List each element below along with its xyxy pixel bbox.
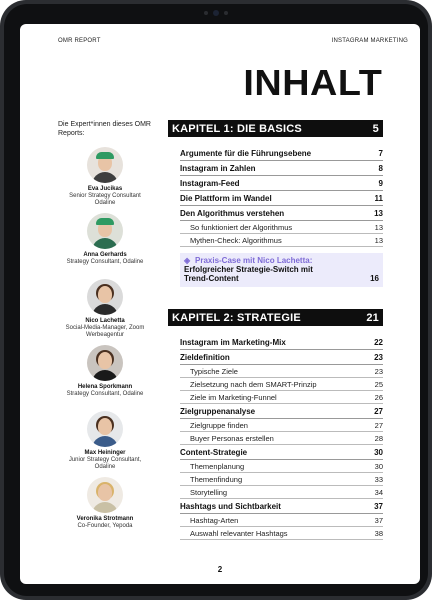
toc-entry[interactable] xyxy=(180,499,383,514)
toc-entry-page: 33 xyxy=(374,474,383,484)
avatar xyxy=(87,477,123,513)
expert-role: Senior Strategy Consultant Odaline xyxy=(69,193,141,206)
toc-entry-page: 26 xyxy=(374,392,383,402)
toc-entry-page: 23 xyxy=(374,352,383,362)
toc-entry-label: Zielgruppe finden xyxy=(190,420,248,430)
toc-entry-label: Zieldefinition xyxy=(180,352,230,362)
toc-entry-page: 37 xyxy=(374,501,383,511)
toc-entry-page: 30 xyxy=(374,447,383,457)
practice-case-line: Erfolgreicher Strategie-Switch mit xyxy=(184,265,313,274)
avatar xyxy=(87,345,123,381)
practice-case-title xyxy=(184,256,313,265)
camera-bar xyxy=(204,10,228,16)
expert-card xyxy=(58,345,152,411)
toc-entry[interactable] xyxy=(180,146,383,161)
toc-entry-label: Ziele im Marketing-Funnel xyxy=(190,392,277,402)
practice-case-line: Trend-Content xyxy=(184,274,239,283)
toc-entry[interactable] xyxy=(180,206,383,221)
expert-card xyxy=(58,477,152,543)
toc-entry-label: Instagram-Feed xyxy=(180,178,240,188)
expert-name: Helena Sporkmann xyxy=(77,384,133,390)
expert-name: Veronika Strotmann xyxy=(76,516,134,522)
toc-entry-page: 7 xyxy=(378,148,383,158)
toc-entry-label: Zielsetzung nach dem SMART-Prinzip xyxy=(190,379,317,389)
chapter-heading[interactable] xyxy=(168,309,383,326)
toc-entry[interactable] xyxy=(180,404,383,419)
toc-entry-label: Den Algorithmus verstehen xyxy=(180,208,285,218)
toc-entry-label: Themenplanung xyxy=(190,461,245,471)
toc-entry-page: 27 xyxy=(374,406,383,416)
experts-intro: Die Expert*innen dieses OMR Reports: xyxy=(58,121,151,137)
toc-subentry[interactable] xyxy=(180,486,383,499)
avatar xyxy=(87,279,123,315)
toc-entry-label: Auswahl relevanter Hashtags xyxy=(190,528,288,538)
toc-entry-page: 13 xyxy=(374,208,383,218)
practice-case[interactable] xyxy=(180,253,383,287)
chapter-entries xyxy=(168,146,383,247)
chapter-heading[interactable] xyxy=(168,120,383,137)
toc-entry-label: Die Plattform im Wandel xyxy=(180,193,272,203)
toc-subentry[interactable] xyxy=(180,365,383,378)
toc-entry-page: 13 xyxy=(374,222,383,232)
toc-entry-page: 25 xyxy=(374,379,383,389)
toc-entry-page: 34 xyxy=(374,487,383,497)
toc-subentry[interactable] xyxy=(180,473,383,486)
toc-entry-label: Themenfindung xyxy=(190,474,243,484)
toc-entry-label: Mythen-Check: Algorithmus xyxy=(190,235,282,245)
toc-subentry[interactable] xyxy=(180,514,383,527)
chapter-page: 21 xyxy=(366,311,379,324)
expert-name: Max Heininger xyxy=(84,450,126,456)
toc-subentry[interactable] xyxy=(180,419,383,432)
toc-entry-label: Instagram im Marketing-Mix xyxy=(180,337,286,347)
toc-subentry[interactable] xyxy=(180,378,383,391)
expert-role: Strategy Consultant, Odaline xyxy=(66,259,144,265)
toc-entry-label: Typische Ziele xyxy=(190,366,238,376)
practice-case-label: Praxis-Case mit Nico Lachetta: xyxy=(195,256,313,265)
avatar xyxy=(87,147,123,183)
toc-entry-page: 27 xyxy=(374,420,383,430)
toc-entry[interactable] xyxy=(180,335,383,350)
expert-card xyxy=(58,147,152,213)
expert-role: Social-Media-Manager, Zoom Werbeagentur xyxy=(65,325,145,338)
toc-entry[interactable] xyxy=(180,161,383,176)
toc-entry-page: 23 xyxy=(374,366,383,376)
toc-entry[interactable] xyxy=(180,350,383,365)
diamond-icon: ◈ xyxy=(184,255,191,265)
toc-entry-label: Instagram in Zahlen xyxy=(180,163,256,173)
chapter-title: KAPITEL 2: STRATEGIE xyxy=(172,311,301,324)
toc-subentry[interactable] xyxy=(180,234,383,247)
sensor-dot xyxy=(224,11,228,15)
expert-name: Nico Lachetta xyxy=(85,318,125,324)
practice-case-text xyxy=(184,256,313,283)
toc-subentry[interactable] xyxy=(180,460,383,473)
toc-entry-label: So funktioniert der Algorithmus xyxy=(190,222,293,232)
avatar xyxy=(87,213,123,249)
tablet-bezel xyxy=(4,4,428,596)
toc-entry-label: Zielgruppenanalyse xyxy=(180,406,256,416)
toc-entry[interactable] xyxy=(180,191,383,206)
page-number: 2 xyxy=(217,565,223,574)
toc-entry-label: Hashtags und Sichtbarkeit xyxy=(180,501,281,511)
expert-name: Anna Gerhards xyxy=(83,252,127,258)
toc-entry-label: Buyer Personas erstellen xyxy=(190,433,274,443)
toc-entry-page: 9 xyxy=(378,178,383,188)
sensor-dot xyxy=(204,11,208,15)
toc-entry-page: 28 xyxy=(374,433,383,443)
expert-card xyxy=(58,213,152,279)
toc-entry-page: 30 xyxy=(374,461,383,471)
toc-subentry[interactable] xyxy=(180,432,383,445)
toc-entry-page: 22 xyxy=(374,337,383,347)
toc-entry-page: 37 xyxy=(374,515,383,525)
toc-subentry[interactable] xyxy=(180,391,383,404)
toc-entry-label: Storytelling xyxy=(190,487,228,497)
page-title: INHALT xyxy=(243,62,382,103)
toc-entry-label: Hashtag-Arten xyxy=(190,515,239,525)
running-header-left: OMR REPORT xyxy=(58,38,101,44)
experts-column xyxy=(58,147,152,543)
expert-role: Co-Founder, Yepoda xyxy=(77,523,133,529)
toc-entry-label: Content-Strategie xyxy=(180,447,248,457)
expert-card xyxy=(58,279,152,345)
toc-entry-page: 13 xyxy=(374,235,383,245)
chapter-1 xyxy=(168,120,383,287)
table-of-contents xyxy=(168,120,383,554)
chapter-entries xyxy=(168,335,383,540)
toc-subentry[interactable] xyxy=(180,527,383,540)
expert-role: Junior Strategy Consultant, Odaline xyxy=(68,457,142,470)
avatar xyxy=(87,411,123,447)
toc-entry[interactable] xyxy=(180,176,383,191)
toc-entry[interactable] xyxy=(180,445,383,460)
toc-entry-label: Argumente für die Führungsebene xyxy=(180,148,312,158)
chapter-2 xyxy=(168,309,383,540)
expert-card xyxy=(58,411,152,477)
toc-entry-page: 8 xyxy=(378,163,383,173)
toc-entry-page: 38 xyxy=(374,528,383,538)
camera-icon xyxy=(213,10,219,16)
expert-role: Strategy Consultant, Odaline xyxy=(66,391,144,397)
expert-name: Eva Jucikas xyxy=(87,186,123,192)
chapter-title: KAPITEL 1: DIE BASICS xyxy=(172,122,302,135)
toc-subentry[interactable] xyxy=(180,221,383,234)
document-page xyxy=(20,24,420,584)
practice-case-page: 16 xyxy=(370,274,379,283)
running-header-right: INSTAGRAM MARKETING xyxy=(331,38,408,44)
toc-entry-page: 11 xyxy=(374,193,383,203)
chapter-page: 5 xyxy=(372,122,379,135)
